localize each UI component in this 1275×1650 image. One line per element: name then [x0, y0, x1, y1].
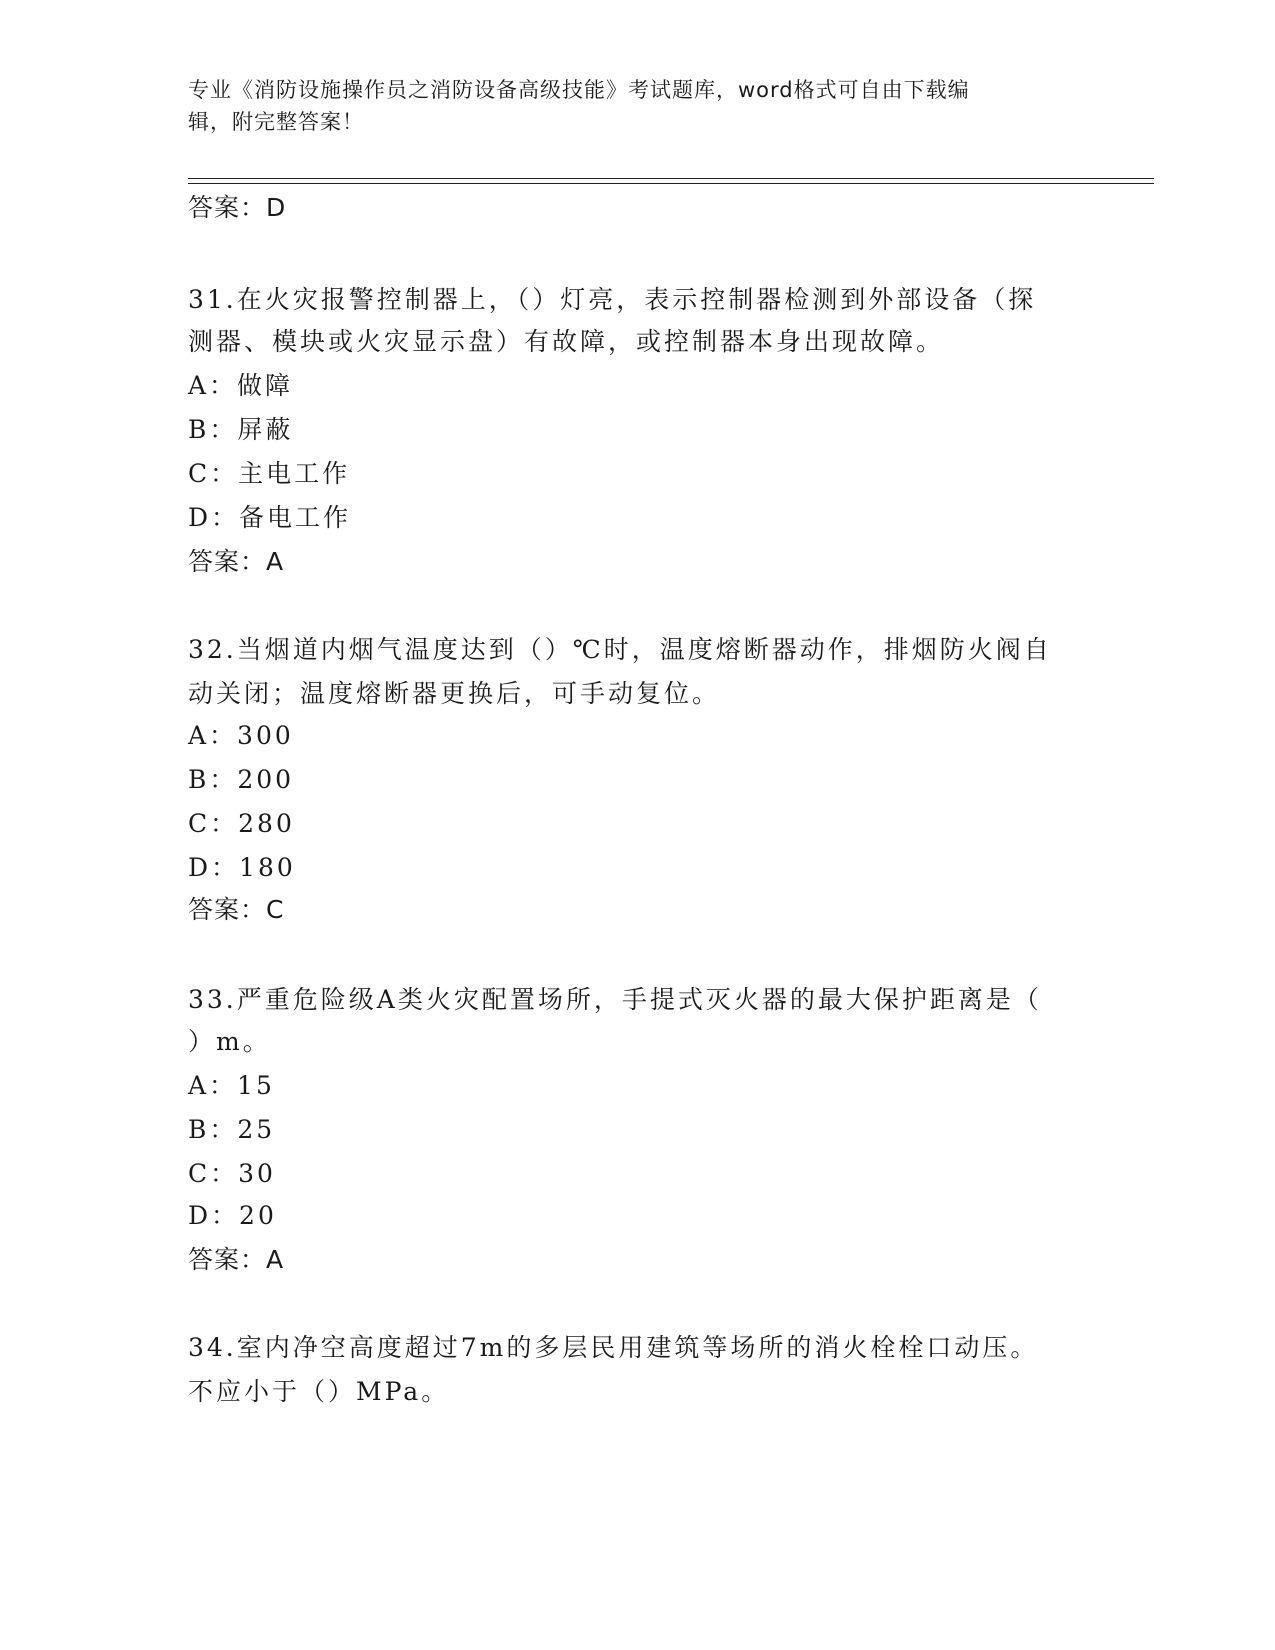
- question-32-option-a: A：300: [188, 721, 294, 750]
- question-31-stem-line-2: 测器、模块或火灾显示盘）有故障，或控制器本身出现故障。: [188, 327, 945, 356]
- question-31-option-a: A：做障: [188, 371, 294, 400]
- question-33-stem-line-2: ）m。: [188, 1027, 271, 1056]
- document-header: [188, 74, 1088, 138]
- question-34-stem-line-2: 不应小于（）MPa。: [188, 1377, 450, 1406]
- question-32-option-b: B：200: [188, 765, 295, 794]
- question-33-option-a: A：15: [188, 1071, 275, 1100]
- question-32-stem-line-2: 动关闭；温度熔断器更换后，可手动复位。: [188, 679, 721, 708]
- question-33-answer: 答案：A: [188, 1245, 285, 1274]
- question-32-option-c: C：280: [188, 809, 295, 838]
- question-31-option-c: C：主电工作: [188, 459, 351, 488]
- question-33-option-b: B：25: [188, 1115, 276, 1144]
- header-line-1: 专业《消防设施操作员之消防设备高级技能》考试题库，word格式可自由下载编: [188, 78, 970, 102]
- question-33-option-c: C：30: [188, 1159, 276, 1188]
- question-31-stem-line-1: 31.在火灾报警控制器上，（）灯亮，表示控制器检测到外部设备（探: [188, 285, 1037, 314]
- question-31-option-d: D：备电工作: [188, 503, 352, 532]
- question-32-answer: 答案：C: [188, 895, 285, 924]
- question-32-stem-line-1: 32.当烟道内烟气温度达到（）℃时，温度熔断器动作，排烟防火阀自: [188, 635, 1052, 664]
- header-rule-top: [188, 178, 1154, 179]
- question-32-option-d: D：180: [188, 853, 296, 882]
- question-33-stem-line-1: 33.严重危险级A类火灾配置场所，手提式灭火器的最大保护距离是（: [188, 985, 1042, 1014]
- question-33-option-d: D：20: [188, 1201, 277, 1230]
- question-31-answer: 答案：A: [188, 547, 285, 576]
- answer-previous: 答案：D: [188, 193, 287, 222]
- header-rule-bottom: [188, 183, 1154, 184]
- question-31-option-b: B：屏蔽: [188, 415, 294, 444]
- header-line-2: 辑，附完整答案！: [188, 110, 364, 134]
- question-34-stem-line-1: 34.室内净空高度超过7m的多层民用建筑等场所的消火栓栓口动压。: [188, 1333, 1039, 1362]
